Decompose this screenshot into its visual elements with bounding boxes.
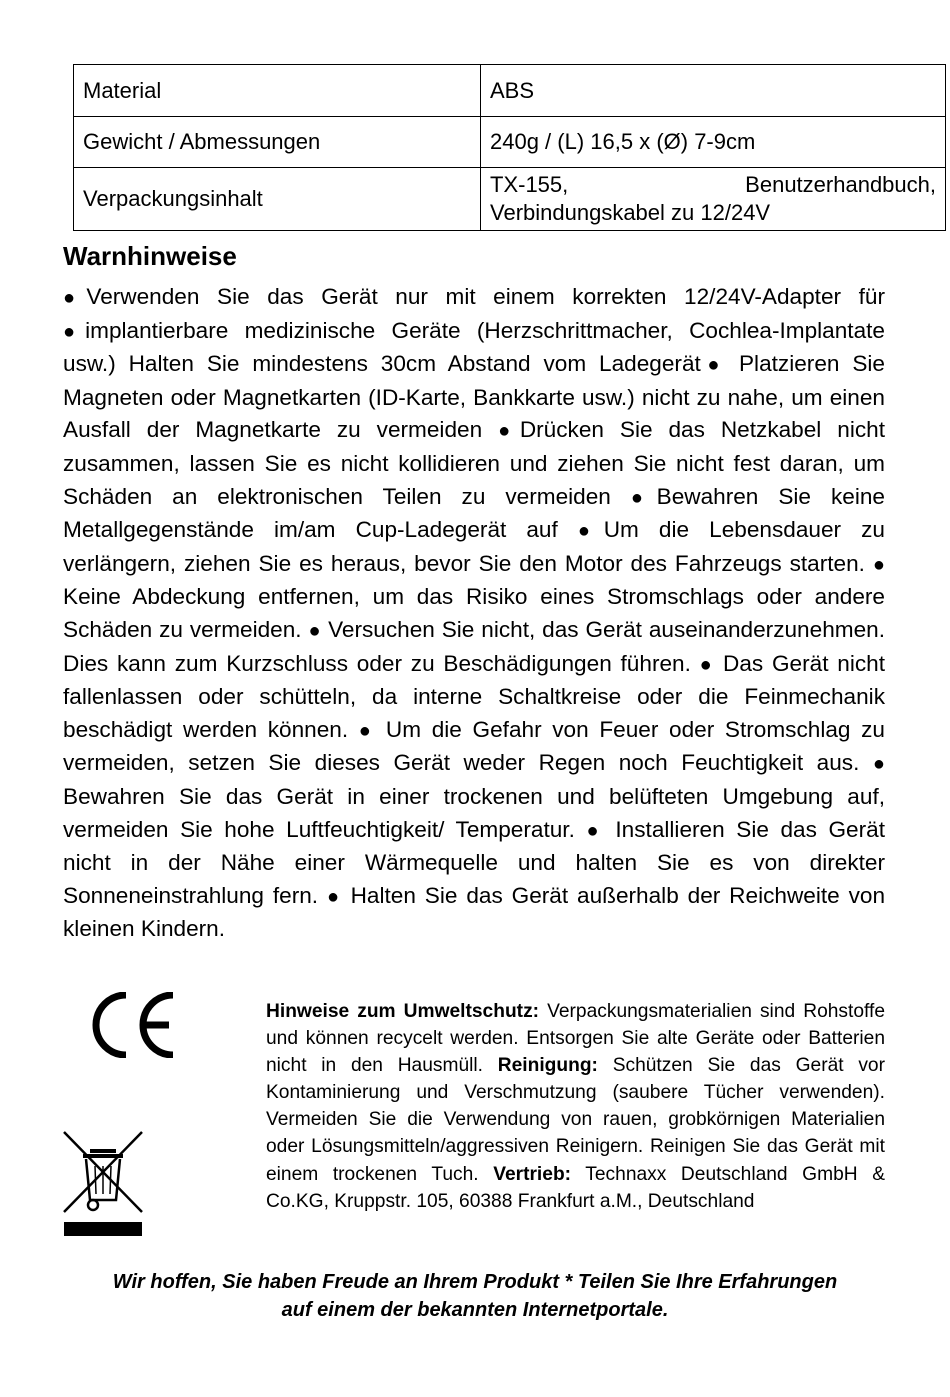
bullet-icon: ●	[630, 486, 657, 509]
closing-note-line: Wir hoffen, Sie haben Freude an Ihrem Produkt * Teilen Sie Ihre Erfahrungen	[112, 1271, 838, 1293]
spec-value: TX-155, Benutzerhandbuch, Verbindungskabel zu 12/24V	[481, 168, 946, 231]
spec-value: 240g / (L) 16,5 x (Ø) 7-9cm	[481, 117, 946, 168]
warning-item: Bewahren Sie das Gerät in einer trockenen und belüfteten Umgebung auf, vermeiden Sie hohe Luftfeuchtigkeit/ Temperatur.	[63, 783, 885, 842]
warning-item: Verwenden Sie das Gerät nur mit einem korrekten 12/24V-Adapter für	[86, 284, 885, 309]
bullet-icon: ●	[699, 653, 715, 676]
bullet-icon: ●	[700, 354, 727, 377]
closing-note	[60, 1268, 890, 1324]
warning-item: Drücken Sie das Netzkabel nicht zusammen, lassen Sie es nicht kollidieren und ziehen Sie nicht fest daran, um Schäden an elektronischen Teilen zu vermeiden	[63, 417, 885, 509]
spec-label: Material	[74, 65, 481, 117]
warning-item: Bewahren Sie keine Metallgegenstände im/am Cup-Ladegerät auf	[63, 483, 885, 543]
closing-note-line: auf einem der bekannten Internetportale.	[281, 1299, 669, 1321]
warning-item: Halten Sie das Gerät außerhalb der Reichweite von kleinen Kindern.	[63, 882, 886, 942]
spec-value: ABS	[481, 65, 946, 117]
distribution-heading: Vertrieb:	[493, 1163, 572, 1185]
bullet-icon: ●	[63, 320, 86, 343]
crossed-out-wheelie-bin-icon	[62, 1130, 144, 1242]
table-row	[74, 168, 946, 231]
warning-item: Um die Lebensdauer zu verlängern, ziehen Sie es heraus, bevor Sie den Motor des Fahrzeugs starten.	[63, 517, 885, 576]
env-text: Verpackungsmaterialien sind Rohstoffe und können recycelt werden. Entsorgen Sie alte Geräte oder Batterien nicht in den Hausmüll.	[266, 1001, 885, 1077]
bullet-icon: ●	[872, 553, 885, 576]
warning-item: Um die Gefahr von Feuer oder Stromschlag zu vermeiden, setzen Sie dieses Gerät weder Regen noch Feuchtigkeit aus.	[63, 716, 886, 776]
spec-label: Gewicht / Abmessungen	[74, 117, 481, 168]
environment-notes	[266, 998, 885, 1215]
warning-item: Platzieren Sie Magneten oder Magnetkarten (ID-Karte, Bankkarte usw.) nicht zu nahe, um einen Ausfall der Magnetkarte zu vermeiden	[63, 351, 885, 443]
env-heading: Hinweise zum Umweltschutz:	[266, 1001, 540, 1022]
bullet-icon: ●	[358, 719, 376, 742]
bullet-icon: ●	[586, 819, 604, 842]
cleaning-text: Schützen Sie das Gerät vor Kontaminierung und Verschmutzung (saubere Tücher verwenden). Vermeiden Sie die Verwendung von rauen, grobkörnigen Materialien oder Lösungsmitteln/aggressiven Reinigern. Reinigen Sie das Gerät mit einem trockenen Tuch.	[266, 1055, 885, 1185]
spec-table	[73, 64, 946, 231]
bullet-icon: ●	[872, 753, 885, 776]
cleaning-heading: Reinigung:	[497, 1055, 598, 1077]
table-row	[74, 65, 946, 117]
bullet-icon: ●	[577, 520, 604, 543]
warnings-paragraph	[63, 281, 885, 946]
warning-item: Installieren Sie das Gerät nicht in der Nähe einer Wärmequelle und halten Sie es von direkter Sonneneinstrahlung fern.	[63, 816, 885, 908]
bullet-icon: ●	[498, 420, 520, 443]
bullet-icon: ●	[326, 885, 342, 908]
warning-item: Das Gerät nicht fallenlassen oder schütteln, da interne Schaltkreise oder die Feinmechanik beschädigt werden können.	[63, 650, 885, 742]
distribution-text: Technaxx Deutschland GmbH & Co.KG, Kruppstr. 105, 60388 Frankfurt a.M., Deutschland	[266, 1163, 885, 1212]
warnings-heading: Warnhinweise	[63, 241, 237, 271]
bullet-icon: ●	[63, 287, 87, 309]
warning-item: Versuchen Sie nicht, das Gerät auseinanderzunehmen. Dies kann zum Kurzschluss oder zu Beschädigungen führen.	[63, 616, 885, 676]
warning-item: Keine Abdeckung entfernen, um das Risiko eines Stromschlags oder andere Schäden zu vermeiden.	[63, 584, 885, 642]
warning-item: implantierbare medizinische Geräte (Herzschrittmacher, Cochlea-Implantate usw.) Halten Sie mindestens 30cm Abstand vom Ladegerät	[63, 317, 885, 377]
table-row	[74, 117, 946, 168]
spec-label: Verpackungsinhalt	[74, 168, 481, 231]
bullet-icon: ●	[308, 619, 322, 642]
ce-mark-icon	[84, 992, 176, 1058]
